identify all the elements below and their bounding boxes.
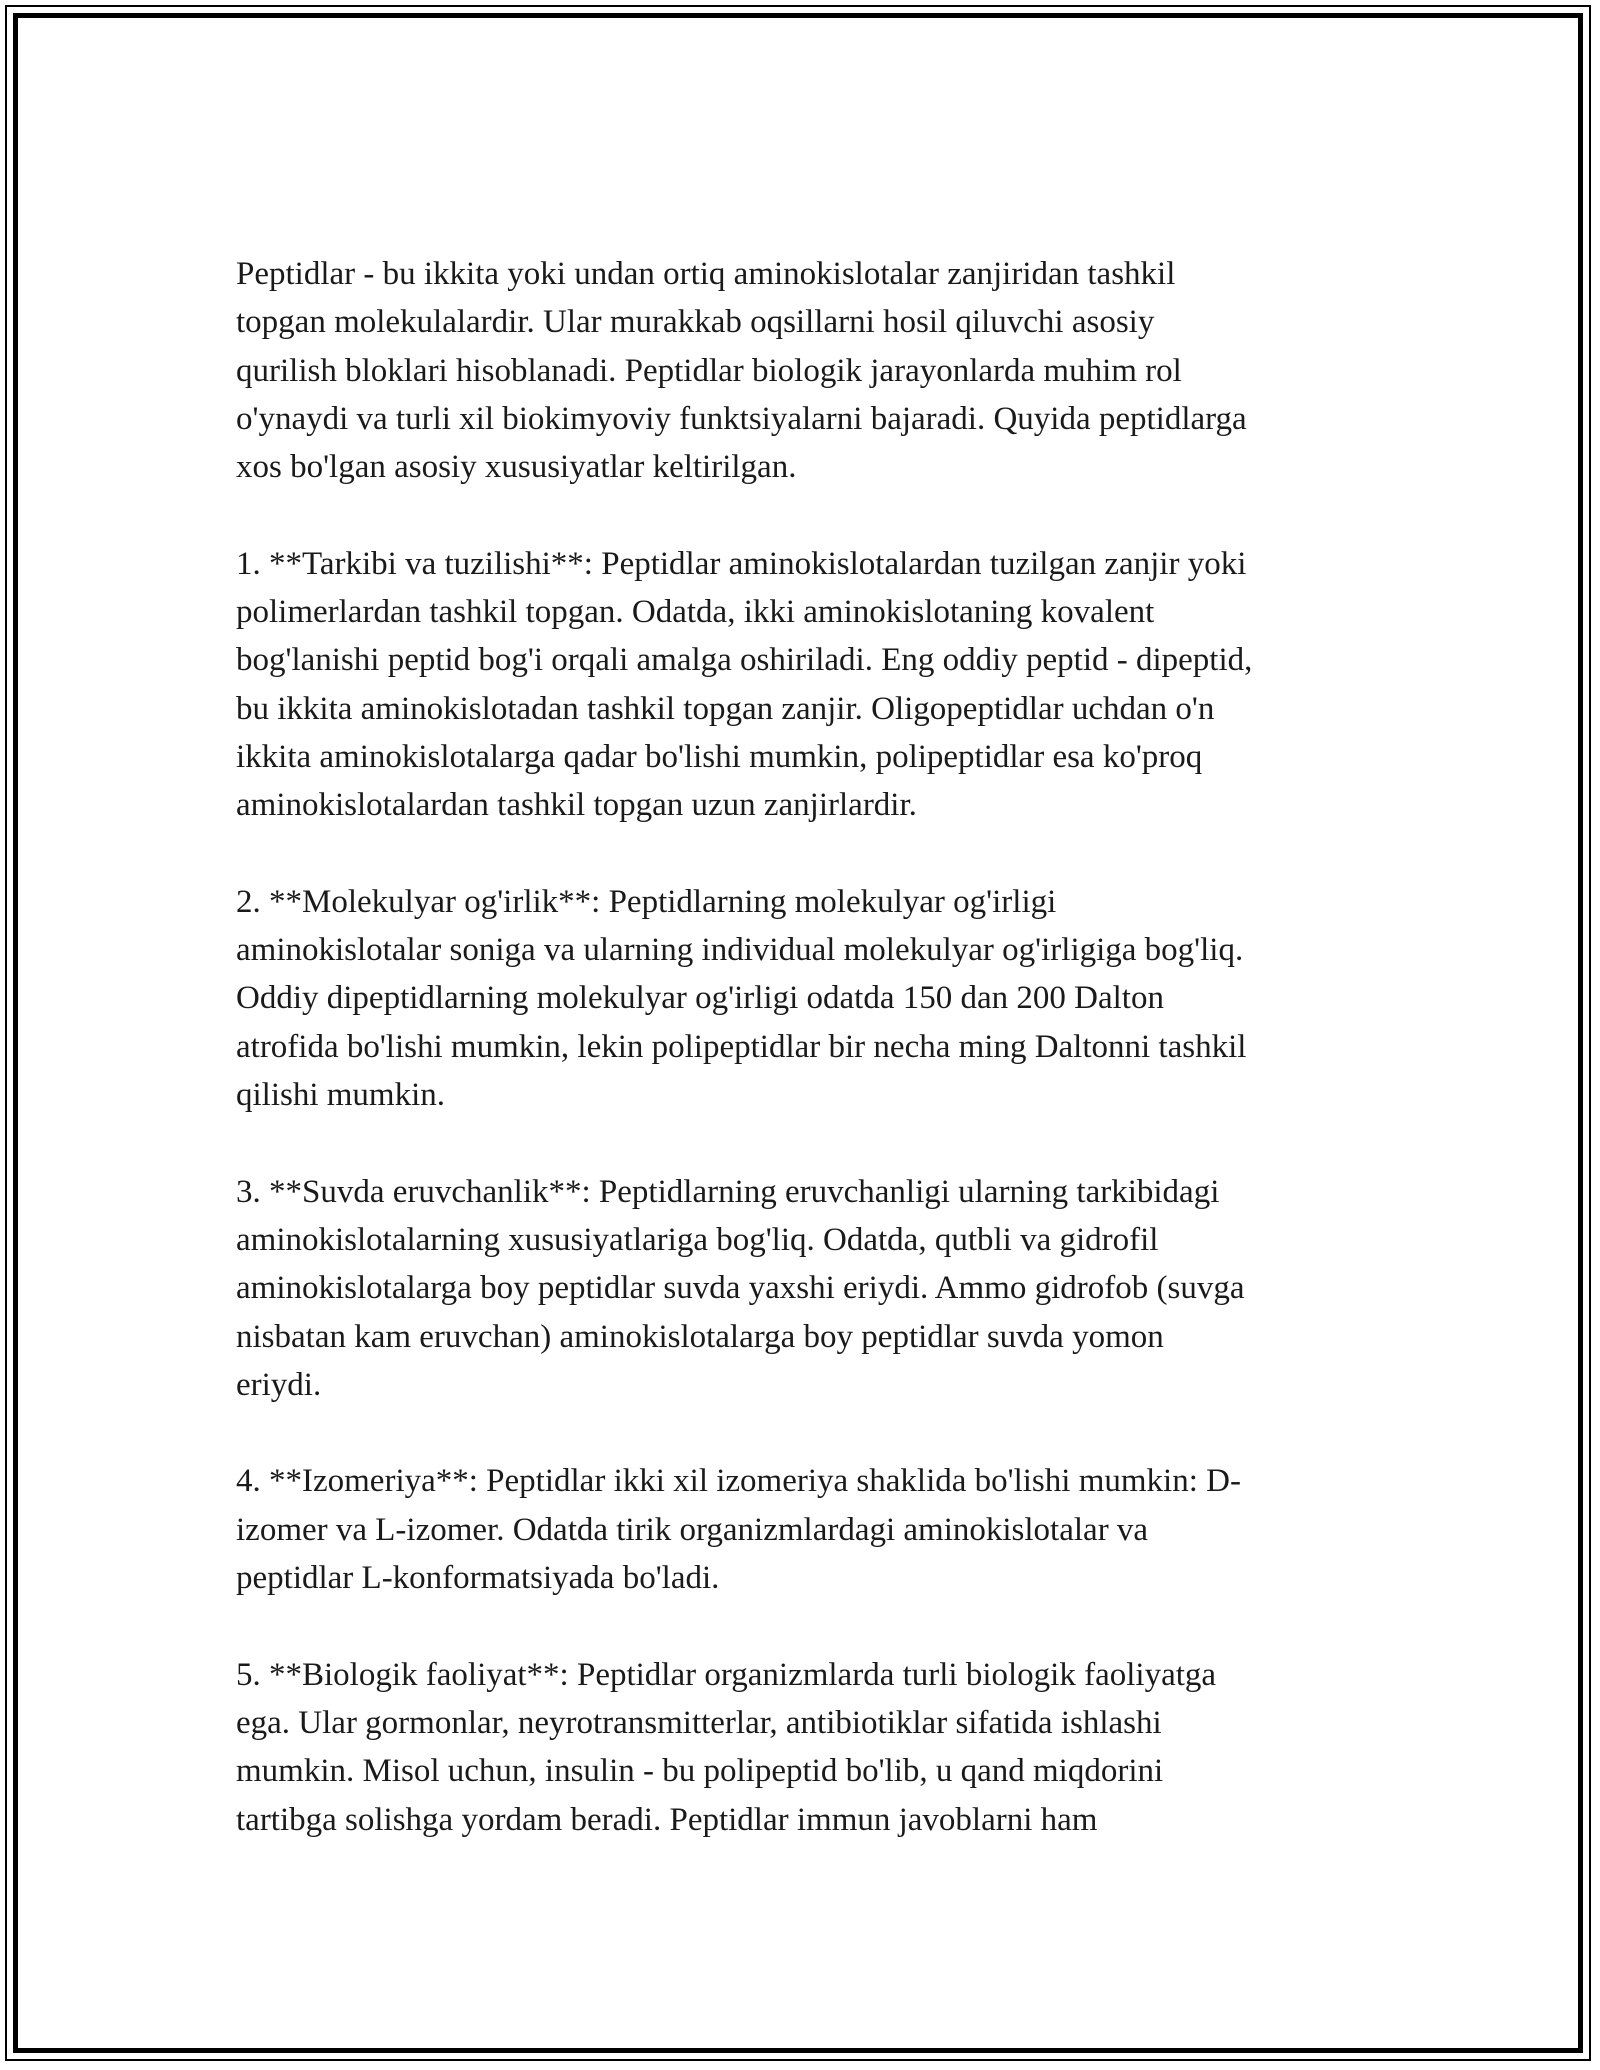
document-body [236, 250, 1376, 1844]
text-line: bu ikkita aminokislotadan tashkil topgan zanjir. Oligopeptidlar uchdan o'n [236, 690, 1215, 727]
text-line: topgan molekulalardir. Ular murakkab oqsillarni hosil qiluvchi asosiy [236, 304, 1155, 341]
text-line: Oddiy dipeptidlarning molekulyar og'irligi odatda 150 dan 200 Dalton [236, 980, 1164, 1017]
text-line: peptidlar L-konformatsiyada bo'ladi. [236, 1560, 720, 1597]
text-line: aminokislotalar soniga va ularning individual molekulyar og'irligiga bog'liq. [236, 932, 1244, 969]
paragraph [236, 540, 1376, 830]
text-line: mumkin. Misol uchun, insulin - bu polipeptid bo'lib, u qand miqdorini [236, 1753, 1164, 1790]
text-line: ega. Ular gormonlar, neyrotransmitterlar, antibiotiklar sifatida ishlashi [236, 1704, 1162, 1741]
paragraph-spacer [236, 1602, 1376, 1650]
paragraph-spacer [236, 491, 1376, 539]
text-line: 5. **Biologik faoliyat**: Peptidlar organizmlarda turli biologik faoliyatga [236, 1656, 1217, 1693]
paragraph-spacer [236, 1409, 1376, 1457]
paragraph-spacer [236, 830, 1376, 878]
text-line: 1. **Tarkibi va tuzilishi**: Peptidlar aminokislotalardan tuzilgan zanjir yoki [236, 545, 1247, 582]
paragraph [236, 1168, 1376, 1409]
text-line: Peptidlar - bu ikkita yoki undan ortiq aminokislotalar zanjiridan tashkil [236, 256, 1176, 292]
text-line: qurilish bloklari hisoblanadi. Peptidlar biologik jarayonlarda muhim rol [236, 352, 1182, 389]
text-line: bog'lanishi peptid bog'i orqali amalga oshiriladi. Eng oddiy peptid - dipeptid, [236, 642, 1253, 679]
text-line: atrofida bo'lishi mumkin, lekin polipeptidlar bir necha ming Daltonni tashkil [236, 1028, 1247, 1065]
text-line: aminokislotalarning xususiyatlariga bog'liq. Odatda, qutbli va gidrofil [236, 1221, 1159, 1258]
text-line: polimerlardan tashkil topgan. Odatda, ikki aminokislotaning kovalent [236, 594, 1155, 631]
text-line: aminokislotalardan tashkil topgan uzun zanjirlardir. [236, 787, 917, 824]
paragraph [236, 1651, 1376, 1844]
text-line: aminokislotalarga boy peptidlar suvda yaxshi eriydi. Ammo gidrofob (suvga [236, 1270, 1245, 1307]
text-line: o'ynaydi va turli xil biokimyoviy funktsiyalarni bajaradi. Quyida peptidlarga [236, 400, 1247, 437]
paragraph [236, 878, 1376, 1119]
text-line: 3. **Suvda eruvchanlik**: Peptidlarning eruvchanligi ularning tarkibidagi [236, 1173, 1220, 1210]
text-line: qilishi mumkin. [236, 1077, 446, 1114]
text-line: 4. **Izomeriya**: Peptidlar ikki xil izomeriya shaklida bo'lishi mumkin: D- [236, 1463, 1241, 1500]
text-line: nisbatan kam eruvchan) aminokislotalarga boy peptidlar suvda yomon [236, 1318, 1164, 1355]
paragraph-spacer [236, 1119, 1376, 1167]
text-line: 2. **Molekulyar og'irlik**: Peptidlarning molekulyar og'irligi [236, 883, 1057, 920]
paragraph [236, 1457, 1376, 1602]
paragraph [236, 250, 1376, 491]
text-line: tartibga solishga yordam beradi. Peptidlar immun javoblarni ham [236, 1801, 1098, 1838]
text-line: eriydi. [236, 1366, 322, 1403]
text-line: ikkita aminokislotalarga qadar bo'lishi mumkin, polipeptidlar esa ko'proq [236, 738, 1203, 775]
text-line: izomer va L-izomer. Odatda tirik organizmlardagi aminokislotalar va [236, 1511, 1149, 1548]
text-line: xos bo'lgan asosiy xususiyatlar keltirilgan. [236, 449, 797, 486]
